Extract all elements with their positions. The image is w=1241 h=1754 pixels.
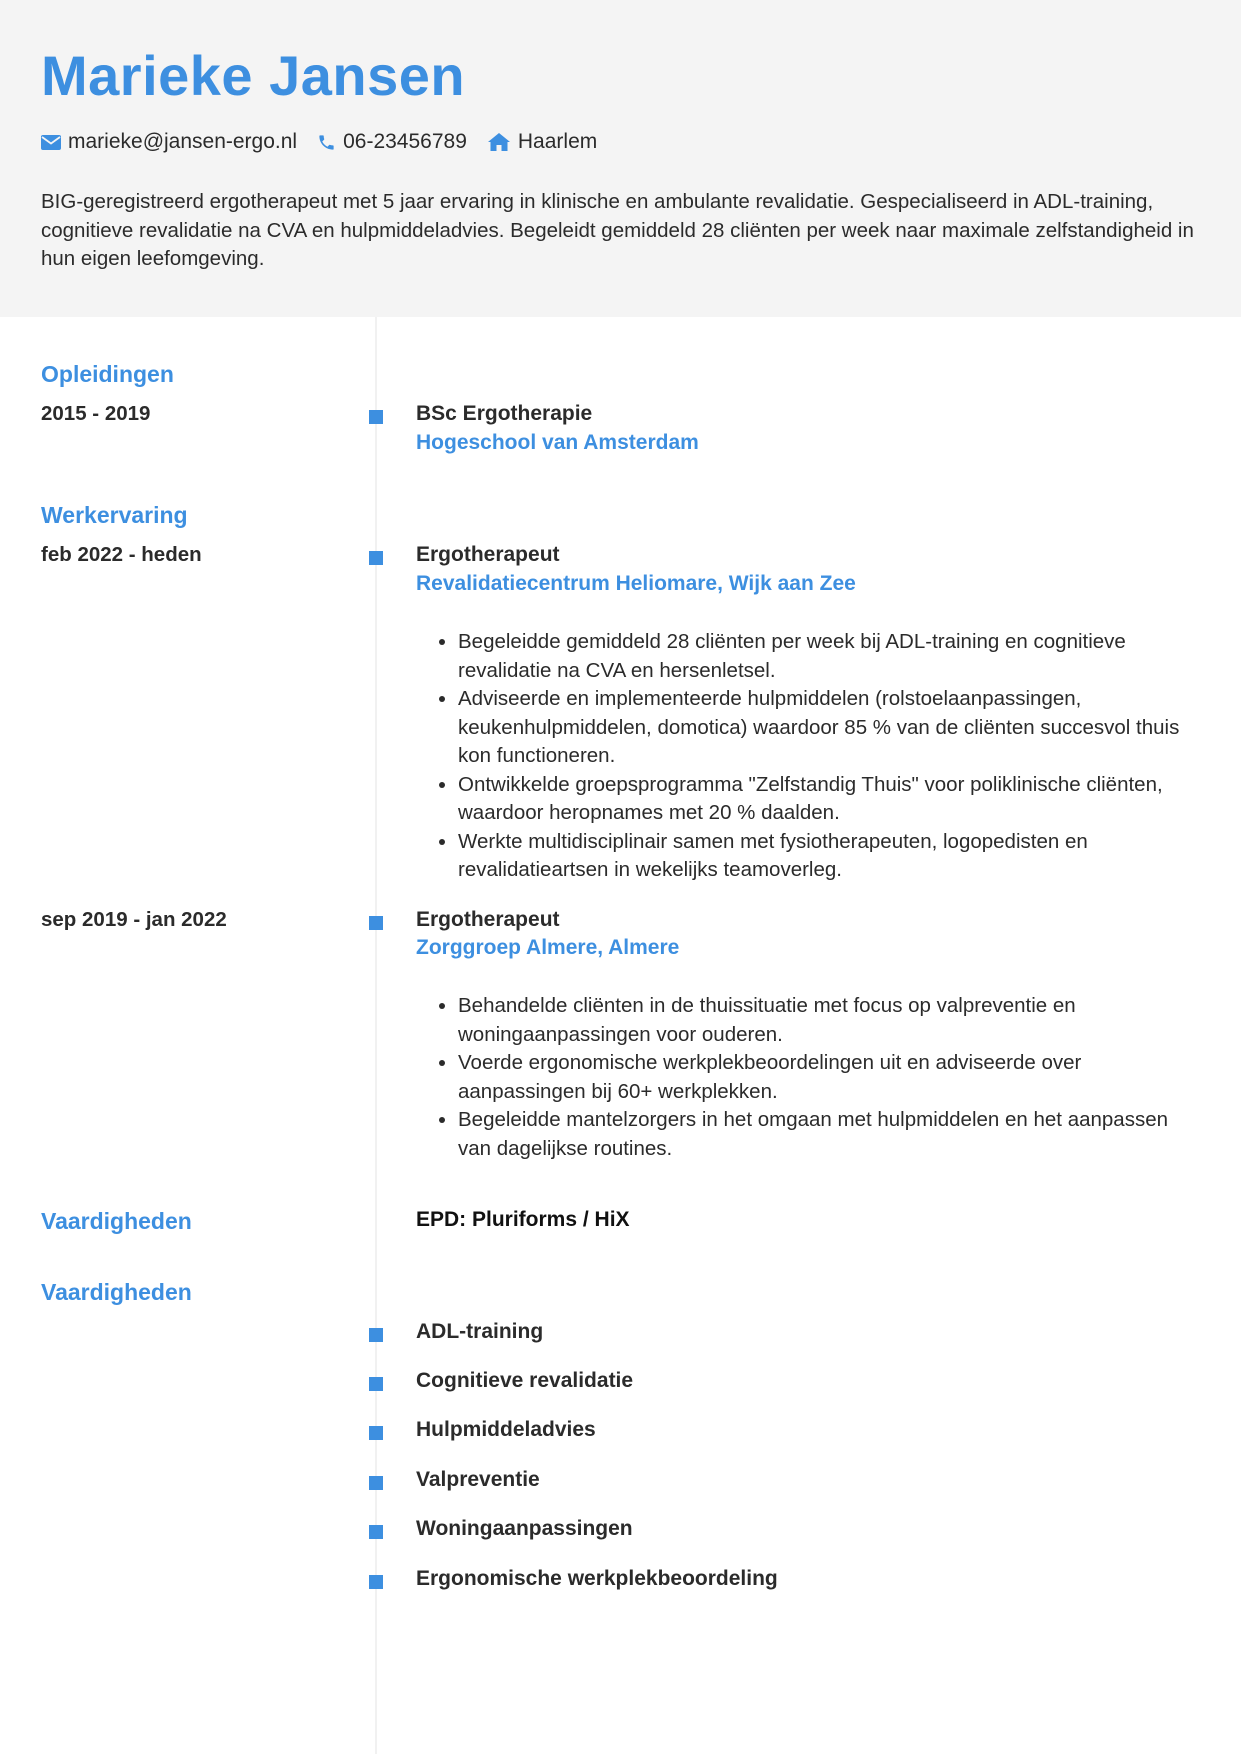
home-icon — [487, 132, 511, 152]
list-item: • Adviseerde en implementeerde hulpmiddelen (rolstoelaanpassingen, keukenhulpmiddelen, domotica) waardoor 85 % van de cliënten succesvol thuis kon functioneren. — [458, 685, 1196, 771]
experience-bullets — [416, 992, 1196, 1163]
experience-date: sep 2019 - jan 2022 — [41, 908, 227, 931]
section-title-education: Opleidingen — [41, 361, 174, 387]
phone-text: 06-23456789 — [343, 130, 467, 153]
skill-item: Woningaanpassingen — [416, 1517, 633, 1540]
list-item: • Begeleidde gemiddeld 28 cliënten per week bij ADL-training en cognitieve revalidatie na CVA en hersenletsel. — [458, 628, 1196, 685]
tools-value: EPD: Pluriforms / HiX — [416, 1208, 630, 1231]
skill-item: Valpreventie — [416, 1468, 540, 1491]
timeline-marker — [369, 551, 383, 565]
section-title-skills: Vaardigheden — [41, 1279, 192, 1305]
experience-date: feb 2022 - heden — [41, 543, 202, 566]
skill-item: Ergonomische werkplekbeoordeling — [416, 1567, 778, 1590]
email-text: marieke@jansen-ergo.nl — [68, 130, 298, 153]
section-title-tools: Vaardigheden — [41, 1208, 192, 1234]
timeline-marker — [369, 1476, 383, 1490]
city-text: Haarlem — [517, 130, 598, 153]
skill-item: ADL-training — [416, 1320, 544, 1343]
experience-org: Revalidatiecentrum Heliomare, Wijk aan Zee — [416, 572, 856, 595]
timeline-marker — [369, 1575, 383, 1589]
timeline-marker — [369, 410, 383, 424]
list-item: • Voerde ergonomische werkplekbeoordelingen uit en adviseerde over aanpassingen bij 60+ werkplekken. — [458, 1049, 1196, 1106]
contact-phone — [317, 130, 467, 154]
education-school: Hogeschool van Amsterdam — [416, 431, 699, 454]
timeline-marker — [369, 916, 383, 930]
experience-bullets — [416, 628, 1196, 885]
education-degree: BSc Ergotherapie — [416, 402, 593, 425]
timeline-marker — [369, 1377, 383, 1391]
education-date: 2015 - 2019 — [41, 402, 151, 425]
timeline-marker — [369, 1426, 383, 1440]
list-item: • Behandelde cliënten in de thuissituatie met focus op valpreventie en woningaanpassingen voor ouderen. — [458, 992, 1196, 1049]
list-item: • Begeleidde mantelzorgers in het omgaan met hulpmiddelen en het aanpassen van dagelijkse routines. — [458, 1106, 1196, 1163]
contact-email — [41, 130, 297, 154]
list-item: • Werkte multidisciplinair samen met fysiotherapeuten, logopedisten en revalidatieartsen in wekelijks teamoverleg. — [458, 828, 1196, 885]
experience-role: Ergotherapeut — [416, 543, 560, 566]
timeline-marker — [369, 1328, 383, 1342]
profile-summary: BIG-geregistreerd ergotherapeut met 5 jaar ervaring in klinische en ambulante revalidatie. Gespecialiseerd in ADL-training, cognitieve revalidatie na CVA en hulpmiddeladvies. Begeleidt gemiddeld 28 cliënten per week naar maximale zelfstandigheid in hun eigen leefomgeving. — [41, 190, 1194, 270]
timeline-marker — [369, 1525, 383, 1539]
skill-item: Hulpmiddeladvies — [416, 1418, 596, 1441]
candidate-name: Marieke Jansen — [41, 44, 466, 107]
phone-icon — [317, 133, 336, 152]
contact-city — [487, 130, 597, 154]
contact-row — [41, 127, 617, 157]
experience-org: Zorggroep Almere, Almere — [416, 936, 680, 959]
skill-item: Cognitieve revalidatie — [416, 1369, 634, 1392]
section-title-experience: Werkervaring — [41, 502, 188, 528]
list-item: • Ontwikkelde groepsprogramma "Zelfstandig Thuis" voor poliklinische cliënten, waardoor heropnames met 20 % daalden. — [458, 771, 1196, 828]
envelope-icon — [41, 135, 61, 150]
header — [0, 0, 1241, 317]
experience-role: Ergotherapeut — [416, 908, 560, 931]
